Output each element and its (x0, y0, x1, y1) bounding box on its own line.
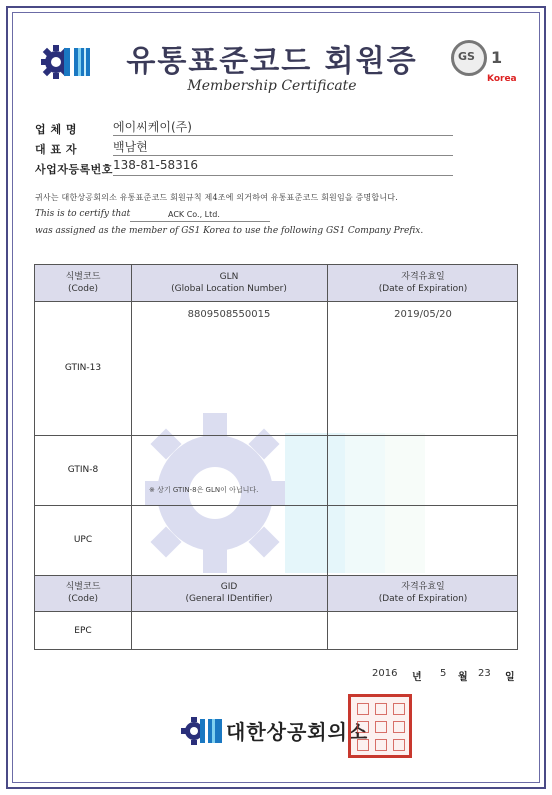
divider (113, 135, 453, 136)
certify-text-en-2: was assigned as the member of GS1 Korea to use the following GS1 Company Prefix. (35, 226, 424, 236)
divider (113, 155, 453, 156)
header-code: 식별코드 (Code) (65, 272, 101, 294)
gtin13-value: 8809508550015 (187, 309, 271, 320)
issue-year-unit: 년 (412, 672, 422, 683)
ceo-row (35, 138, 455, 156)
header-gln: GLN (Global Location Number) (171, 272, 287, 294)
seal-mark (375, 703, 387, 715)
gear-icon (40, 42, 96, 82)
divider (35, 435, 517, 436)
company-value: 에이씨케이(주) (113, 120, 192, 134)
certify-text-ko: 귀사는 대한상공회의소 유통표준코드 회원규칙 제4조에 의거하여 유통표준코드 회원임을 증명합니다. (35, 193, 398, 202)
ceo-label: 대 표 자 (35, 143, 78, 156)
bizno-label: 사업자등록번호 (35, 163, 113, 176)
seal-mark (357, 739, 369, 751)
company-en: ACK Co., Ltd. (168, 210, 220, 219)
issue-month-unit: 월 (458, 672, 468, 683)
issue-year: 2016 (372, 668, 398, 679)
divider (35, 505, 517, 506)
row-label-epc: EPC (74, 626, 92, 636)
seal-mark (375, 721, 387, 733)
bizno-row (35, 158, 455, 176)
row-label-gtin13: GTIN-13 (64, 363, 102, 373)
header2-expiration: 자격유효일 (Date of Expiration) (378, 582, 468, 604)
seal-mark (357, 703, 369, 715)
gs1-number: 1 (491, 48, 503, 67)
page-title: 유통표준코드 회원증 (126, 44, 418, 79)
bizno-value: 138-81-58316 (113, 158, 199, 172)
gtin8-note: ※ 상기 GTIN-8은 GLN이 아닙니다. (149, 486, 259, 494)
code-table (34, 264, 518, 650)
divider (113, 175, 453, 176)
gs1-country: Korea (487, 74, 517, 84)
company-label: 업 체 명 (35, 123, 78, 136)
page-subtitle: Membership Certificate (187, 78, 357, 94)
seal-mark (393, 739, 405, 751)
gs1-text: GS (458, 50, 475, 63)
issuer-name: 대한상공회의소 (226, 720, 369, 744)
seal-mark (357, 721, 369, 733)
divider (130, 221, 270, 222)
certify-text-en: This is to certify that (35, 209, 131, 219)
divider (35, 611, 517, 612)
row-label-gtin8: GTIN-8 (67, 465, 99, 475)
issue-month: 5 (440, 668, 447, 679)
company-row (35, 118, 455, 136)
row-label-upc: UPC (73, 535, 93, 545)
header2-gid: GID (General IDentifier) (185, 582, 273, 604)
header2-code: 식별코드 (Code) (65, 582, 101, 604)
official-seal (348, 694, 412, 758)
issue-day: 23 (478, 668, 491, 679)
kcci-gear-icon (180, 714, 228, 748)
seal-mark (393, 703, 405, 715)
divider (35, 575, 517, 576)
header-expiration: 자격유효일 (Date of Expiration) (378, 272, 468, 294)
ceo-value: 백남현 (113, 140, 148, 154)
gs1-logo (447, 36, 517, 92)
issue-day-unit: 일 (505, 672, 515, 683)
seal-mark (393, 721, 405, 733)
divider (35, 301, 517, 302)
seal-mark (375, 739, 387, 751)
gtin13-expiry: 2019/05/20 (394, 309, 452, 320)
